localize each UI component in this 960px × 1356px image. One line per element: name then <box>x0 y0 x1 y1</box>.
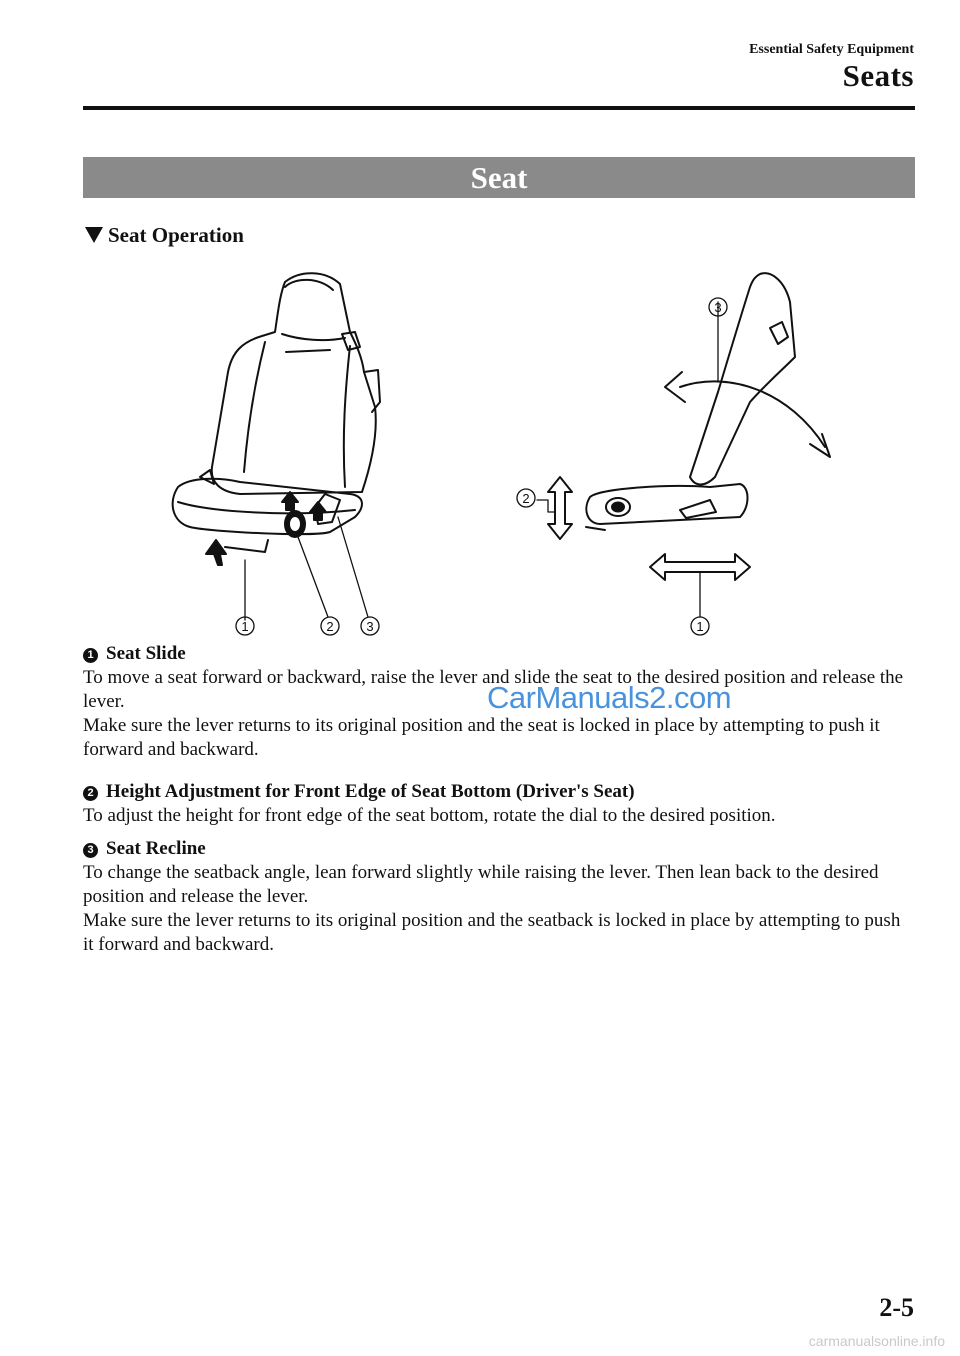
callout-left-2: 2 <box>326 619 334 634</box>
item-paragraph: To move a seat forward or backward, raise the lever and slide the seat to the desired position and release the lever. <box>83 667 904 712</box>
callout-left-1: 1 <box>241 619 249 634</box>
chapter-title: Essential Safety Equipment <box>749 42 914 57</box>
item-title: Height Adjustment for Front Edge of Seat Bottom (Driver's Seat) <box>106 781 635 802</box>
triangle-icon <box>85 227 103 243</box>
number-badge: 3 <box>83 843 98 858</box>
header-rule <box>83 106 915 110</box>
subsection-heading <box>85 223 244 248</box>
number-badge: 2 <box>83 786 98 801</box>
callout-right-1: 1 <box>696 619 704 634</box>
number-badge: 1 <box>83 648 98 663</box>
page-number: 2-5 <box>879 1293 914 1322</box>
callout-left-3: 3 <box>366 619 374 634</box>
item-paragraph: Make sure the lever returns to its original position and the seat is locked in place by attempting to push it forward and backward. <box>83 715 880 760</box>
item-title: Seat Slide <box>106 643 186 664</box>
seat-illustration <box>150 262 840 642</box>
subsection-title: Seat Operation <box>108 223 244 247</box>
callout-right-2: 2 <box>522 491 530 506</box>
item-height-adjustment <box>83 780 915 828</box>
item-seat-recline <box>83 837 915 957</box>
item-heading <box>83 642 915 666</box>
watermark-footer: carmanualsonline.info <box>808 1333 945 1349</box>
watermark-overlay: CarManuals2.com <box>487 680 732 715</box>
item-heading <box>83 780 915 804</box>
callout-right-3: 3 <box>714 300 722 315</box>
item-paragraph: To adjust the height for front edge of the seat bottom, rotate the dial to the desired position. <box>83 805 776 826</box>
item-heading <box>83 837 915 861</box>
banner-title: Seat <box>470 160 528 195</box>
item-paragraph: To change the seatback angle, lean forward slightly while raising the lever. Then lean back to the desired position and release the lever. <box>83 862 879 907</box>
seat-3q-view <box>173 273 380 620</box>
section-title: Seats <box>842 58 914 93</box>
item-title: Seat Recline <box>106 838 206 859</box>
item-paragraph: Make sure the lever returns to its original position and the seatback is locked in place by attempting to push it forward and backward. <box>83 910 901 955</box>
seat-side-view <box>537 273 830 617</box>
